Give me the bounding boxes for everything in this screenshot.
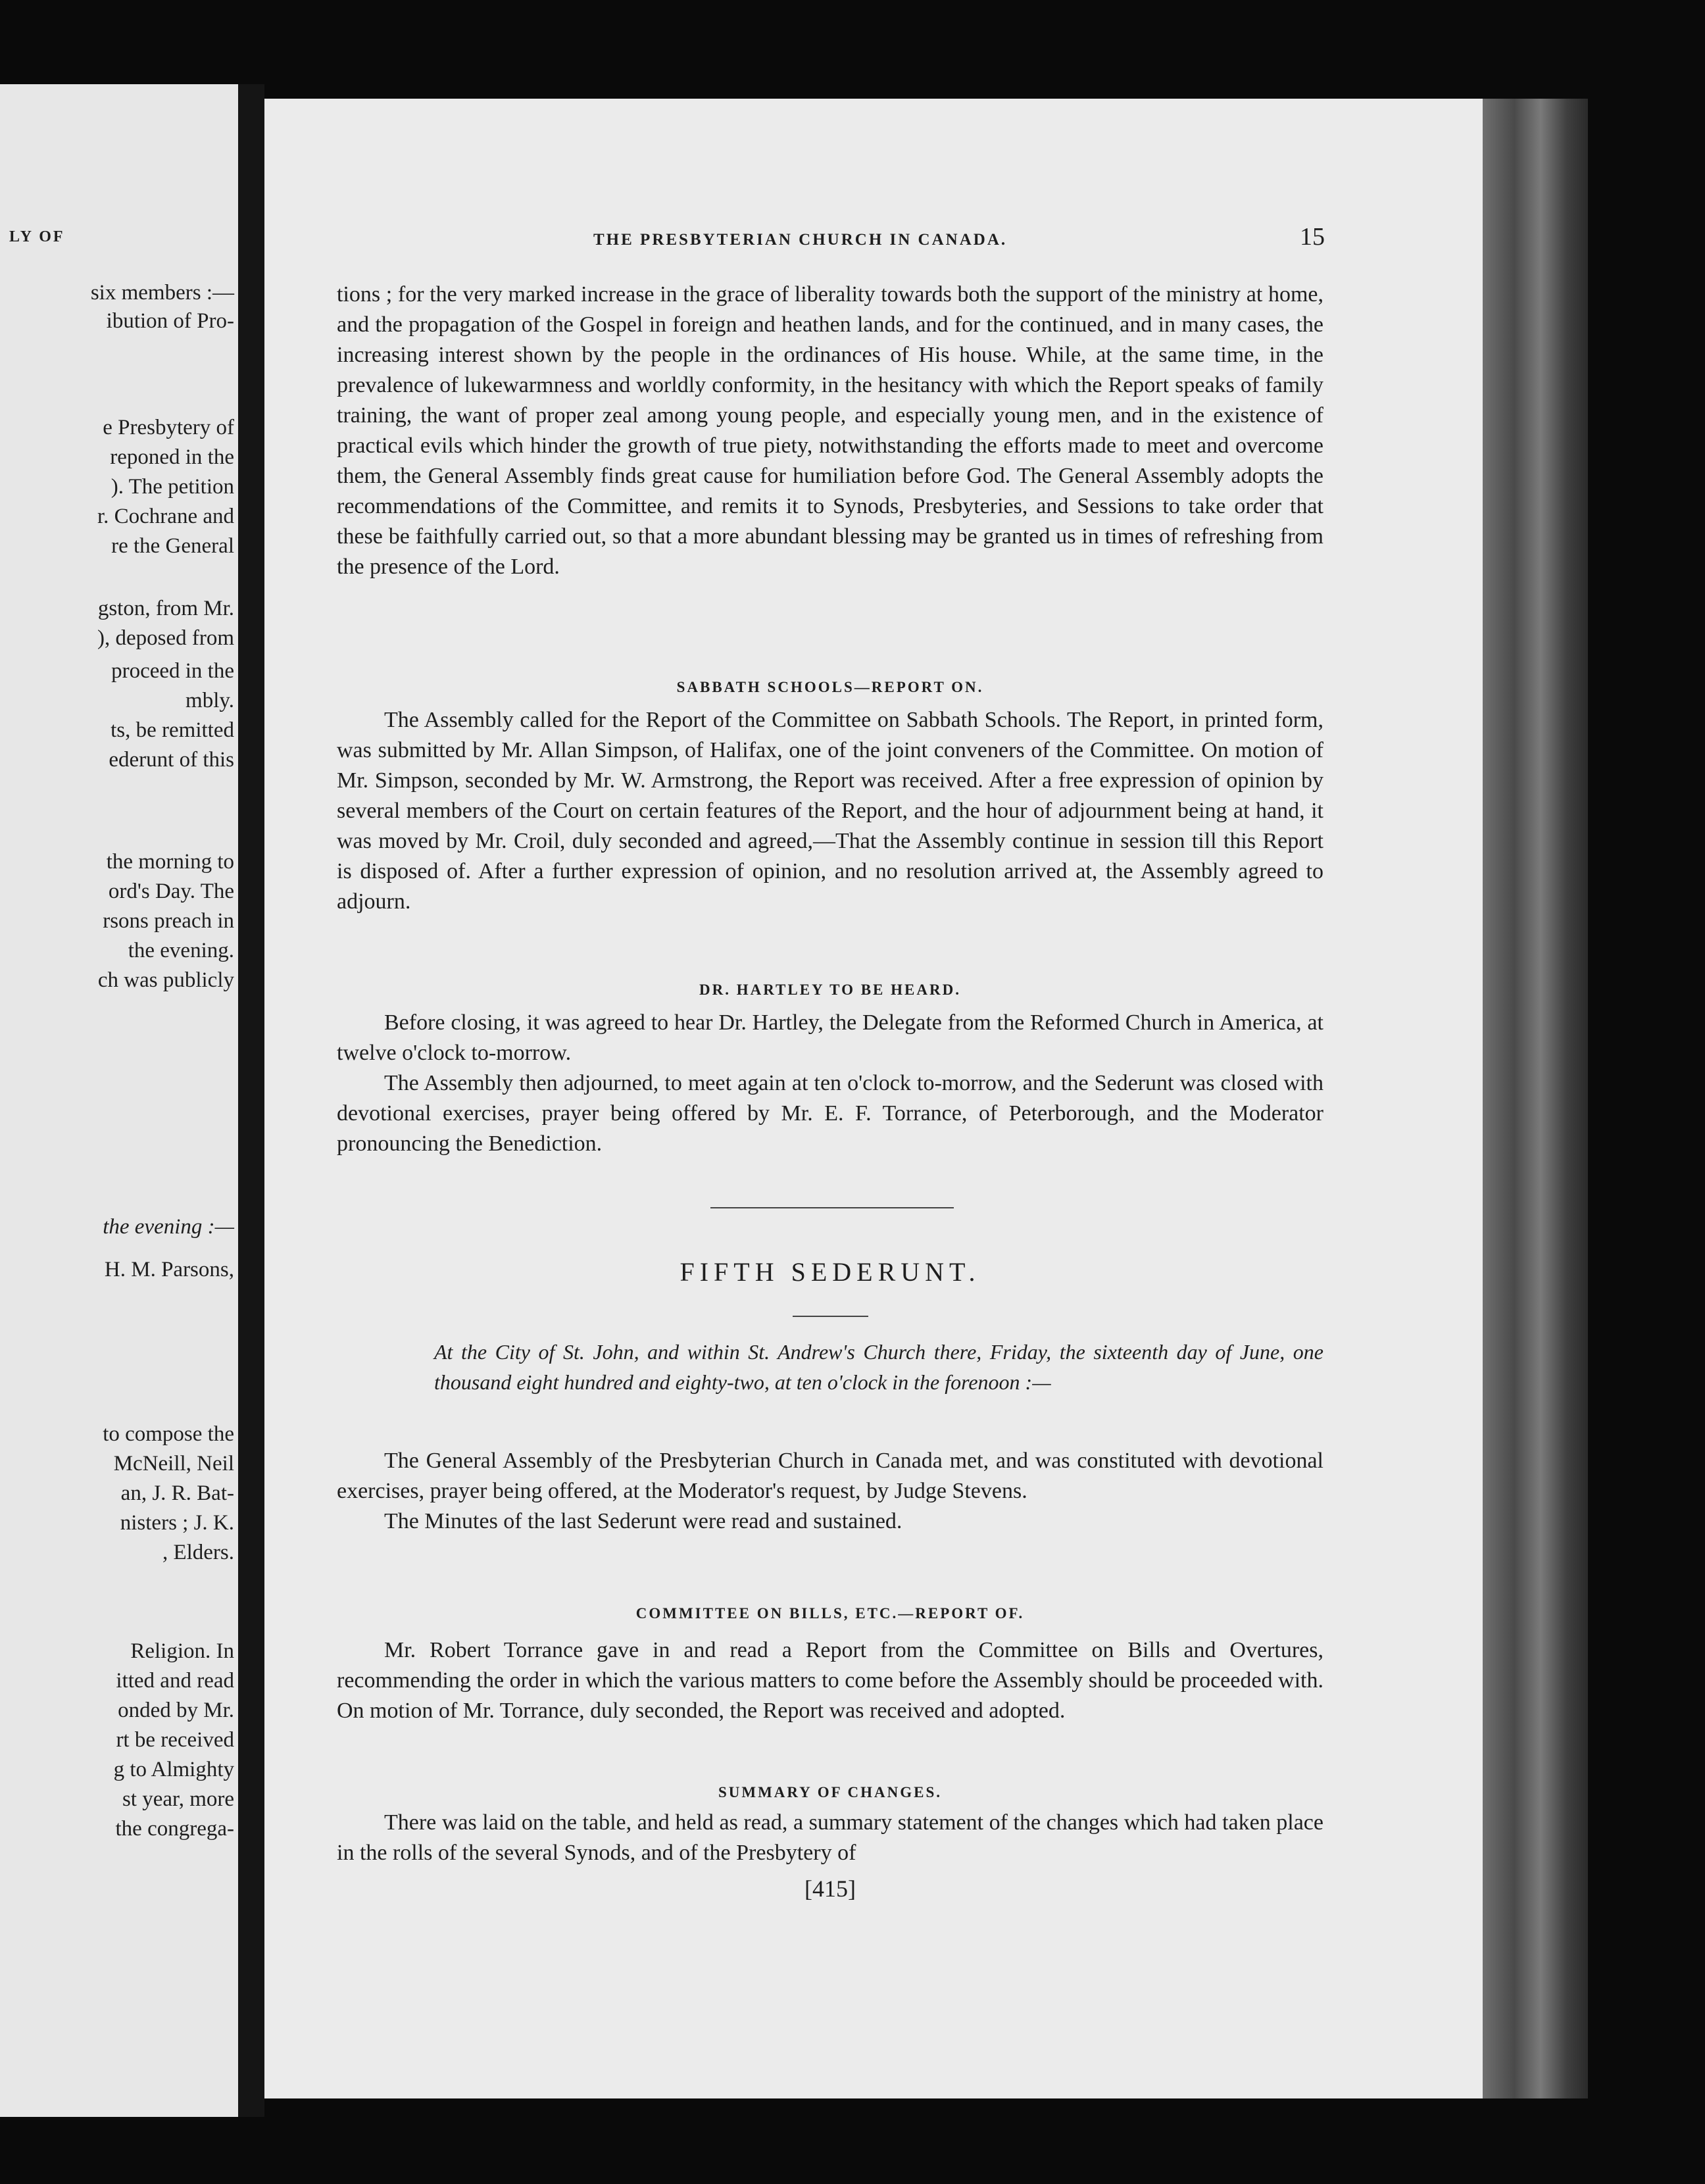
left-page-line: the evening. [128, 939, 234, 962]
bills-block [337, 1635, 1323, 1726]
sabbath-paragraph: The Assembly called for the Report of the Committee on Sabbath Schools. The Report, in printed form, was submitted by Mr. Allan Simpson, of Halifax, one of the joint conveners of the Committee. On motion of Mr. Simpson, seconded by Mr. W. Armstrong, the Report was received. After a free expression of opinion by several members of the Court on certain features of the Report, and the hour of adjournment being at hand, it was moved by Mr. Croil, duly seconded and agreed,—That the Assembly continue in session till this Report is disposed of. After a further expression of opinion, and no resolution arrived at, the Assembly agreed to adjourn. [337, 708, 1323, 914]
book-gutter [238, 84, 264, 2117]
left-page-line: H. M. Parsons, [104, 1258, 234, 1281]
section-divider [710, 1207, 954, 1208]
left-page-line: ord's Day. The [108, 880, 234, 903]
hartley-block [337, 1008, 1323, 1159]
left-running-head: LY OF [9, 228, 65, 245]
hartley-heading: DR. HARTLEY TO BE HEARD. [699, 981, 961, 998]
left-page-line: e Presbytery of [103, 416, 234, 439]
left-page-line: the evening :— [103, 1215, 234, 1239]
hartley-paragraph-2: The Assembly then adjourned, to meet again at ten o'clock to-morrow, and the Sederunt was closed with devotional exercises, prayer being offered by Mr. E. F. Torrance, of Peterborough, and the Moderator pronouncing the Benediction. [337, 1071, 1323, 1156]
left-page-line: re the General [111, 534, 234, 558]
hartley-paragraph-1: Before closing, it was agreed to hear Dr. Hartley, the Delegate from the Reformed Church in America, at twelve o'clock to-morrow. [337, 1010, 1323, 1065]
opening-paragraph: tions ; for the very marked increase in the grace of liberality towards both the support of the ministry at home, and the propagation of the Gospel in foreign and heathen lands, and for the continued, and in many cases, the increasing interest shown by the people in the ordinances of His house. While, at the same time, in the prevalence of lukewarmness and worldly conformity, in the hesitancy with which the Report speaks of family training, the want of proper zeal among young people, and especially young men, and in the existence of practical evils which hinder the growth of true piety, notwithstanding the efforts made to meet and overcome them, the General Assembly finds great cause for humiliation before God. The General Assembly adopts the recommendations of the Committee, and remits it to Synods, Presbyteries, and Sessions to take order that these be faithfully carried out, so that a more abundant blessing may be granted us in times of refreshing from the presence of the Lord. [337, 282, 1323, 579]
left-page-line: nisters ; J. K. [120, 1511, 234, 1535]
left-page-line: the morning to [106, 850, 234, 874]
left-page-line: st year, more [122, 1787, 234, 1811]
left-page-line: rt be received [116, 1728, 234, 1752]
sabbath-block [337, 705, 1323, 917]
left-page-line: Religion. In [130, 1639, 234, 1663]
heading-underline [793, 1316, 868, 1317]
left-page-line: ch was publicly [97, 968, 234, 992]
summary-paragraph: There was laid on the table, and held as read, a summary statement of the changes which had taken place in the rolls of the several Synods, and of the Presbytery of [337, 1810, 1323, 1865]
bills-paragraph: Mr. Robert Torrance gave in and read a Report from the Committee on Bills and Overtures, recommending the order in which the various matters to come before the Assembly should be proceeded with. On motion of Mr. Torrance, duly seconded, the Report was received and adopted. [337, 1638, 1323, 1723]
summary-heading: SUMMARY OF CHANGES. [718, 1784, 943, 1800]
left-page-line: rsons preach in [103, 909, 234, 933]
summary-block [337, 1808, 1323, 1868]
left-page-line: r. Cochrane and [97, 505, 234, 528]
running-head [330, 222, 1325, 251]
left-page-line: the congrega- [115, 1817, 234, 1841]
left-page-line: ederunt of this [109, 748, 234, 772]
left-page-line: gston, from Mr. [97, 597, 234, 620]
left-page-line: ). The petition [111, 475, 234, 499]
sederunt-intro: At the City of St. John, and within St. Andrew's Church there, Friday, the sixteenth day of June, one thousand eight hundred and eighty-two, at ten o'clock in the forenoon :— [434, 1340, 1323, 1394]
left-page-line: ts, be remitted [111, 718, 234, 742]
fifth-sederunt-block [337, 1446, 1323, 1537]
fifth-sederunt-heading: FIFTH SEDERUNT. [680, 1257, 981, 1287]
left-page-line: McNeill, Neil [113, 1452, 234, 1476]
previous-page-fragment [0, 84, 238, 2117]
bills-heading: COMMITTEE ON BILLS, ETC.—REPORT OF. [635, 1605, 1025, 1622]
left-page-line: g to Almighty [113, 1758, 234, 1781]
left-page-line: proceed in the [111, 659, 234, 683]
left-page-line: onded by Mr. [118, 1699, 234, 1722]
sederunt-intro-block [434, 1337, 1323, 1397]
left-page-line: mbly. [185, 689, 234, 712]
left-page-line: ), deposed from [97, 626, 234, 650]
page-edge [1483, 99, 1588, 2098]
left-page-line: reponed in the [110, 445, 234, 469]
folio-number: 15 [1300, 223, 1325, 251]
fifth-paragraph-2: The Minutes of the last Sederunt were read and sustained. [384, 1509, 902, 1533]
running-head-title: THE PRESBYTERIAN CHURCH IN CANADA. [593, 231, 1008, 249]
left-page-line: , Elders. [162, 1541, 234, 1564]
left-page-line: to compose the [103, 1422, 234, 1446]
fifth-paragraph-1: The General Assembly of the Presbyterian Church in Canada met, and was constituted with devotional exercises, prayer being offered, at the Moderator's request, by Judge Stevens. [337, 1449, 1323, 1503]
page-number: [415] [804, 1875, 856, 1902]
sabbath-schools-heading: SABBATH SCHOOLS—REPORT ON. [676, 679, 984, 695]
left-page-line: itted and read [116, 1669, 234, 1693]
left-page-line: six members :— [90, 281, 234, 305]
left-page-line: ibution of Pro- [106, 309, 234, 333]
left-page-line: an, J. R. Bat- [120, 1481, 234, 1505]
opening-paragraph-block [337, 280, 1323, 582]
